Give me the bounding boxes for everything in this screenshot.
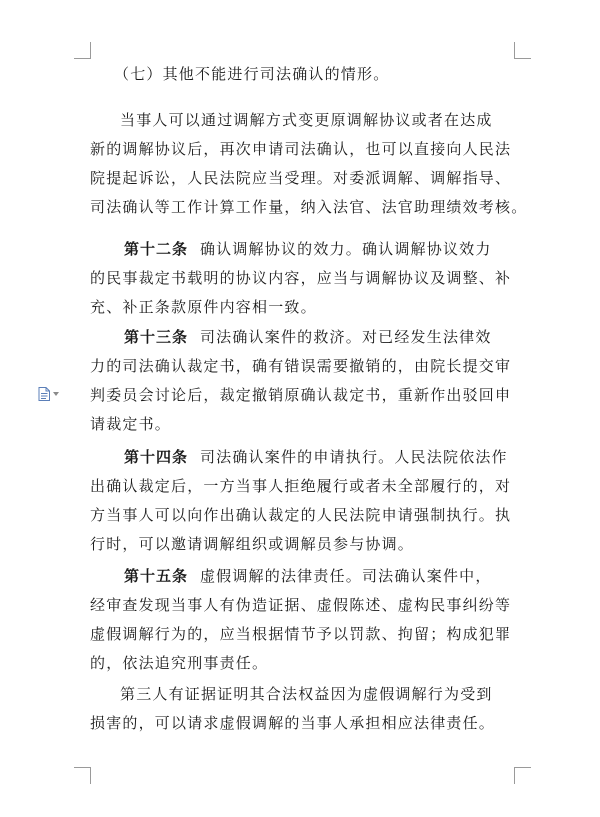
paragraph-line: 经审查发现当事人有伪造证据、虚假陈述、虚构民事纠纷等 [90, 596, 512, 614]
paragraph-line: 损害的，可以请求虚假调解的当事人承担相应法律责任。 [90, 714, 496, 732]
chevron-down-icon [53, 392, 59, 396]
corner-mark-bottom-left [74, 767, 91, 784]
article-14-text: 司法确认案件的申请执行。人民法院依法作 [199, 448, 508, 466]
paragraph-line: 第三人有证据证明其合法权益因为虚假调解行为受到 [120, 685, 493, 703]
article-13-line [124, 326, 492, 347]
paragraph-line: 新的调解协议后，再次申请司法确认，也可以直接向人民法 [90, 140, 512, 158]
paragraph-line: 请裁定书。 [90, 415, 172, 433]
paragraph-line: 当事人可以通过调解方式变更原调解协议或者在达成 [120, 111, 493, 129]
paragraph-line: 行时，可以邀请调解组织或调解员参与协调。 [90, 535, 415, 553]
article-15-text: 虚假调解的法律责任。司法确认案件中， [199, 567, 492, 585]
paragraph-line: 力的司法确认裁定书，确有错误需要撤销的，由院长提交审 [90, 357, 512, 375]
article-14-heading: 第十四条 [124, 448, 189, 466]
article-15-heading: 第十五条 [124, 567, 189, 585]
paragraph-line: 判委员会讨论后，裁定撤销原确认裁定书，重新作出驳回申 [90, 386, 512, 404]
corner-mark-bottom-right [514, 767, 531, 784]
article-13-heading: 第十三条 [124, 328, 189, 346]
clause-seven: （七）其他不能进行司法确认的情形。 [114, 65, 390, 83]
paragraph-line: 出确认裁定后，一方当事人拒绝履行或者未全部履行的，对 [90, 477, 512, 495]
corner-mark-top-left [74, 42, 91, 59]
paragraph-line: 院提起诉讼，人民法院应当受理。对委派调解、调解指导、 [90, 169, 512, 187]
paragraph-line: 充、补正条款原件内容相一致。 [90, 298, 317, 316]
paragraph-line: 的，依法追究刑事责任。 [90, 654, 269, 672]
paragraph-line: 方当事人可以向作出确认裁定的人民法院申请强制执行。执 [90, 506, 512, 524]
article-14-line [124, 446, 508, 467]
document-outline-icon[interactable] [38, 386, 64, 402]
article-15-line [124, 565, 492, 586]
paragraph-line: 司法确认等工作计算工作量，纳入法官、法官助理绩效考核。 [90, 198, 528, 216]
article-12-heading: 第十二条 [124, 240, 189, 258]
article-12-line [124, 238, 492, 259]
article-12-text: 确认调解协议的效力。确认调解协议效力 [199, 240, 492, 258]
corner-mark-top-right [514, 42, 531, 59]
paragraph-line: 的民事裁定书载明的协议内容，应当与调解协议及调整、补 [90, 269, 512, 287]
article-13-text: 司法确认案件的救济。对已经发生法律效 [199, 328, 492, 346]
paragraph-line: 虚假调解行为的，应当根据情节予以罚款、拘留；构成犯罪 [90, 625, 512, 643]
